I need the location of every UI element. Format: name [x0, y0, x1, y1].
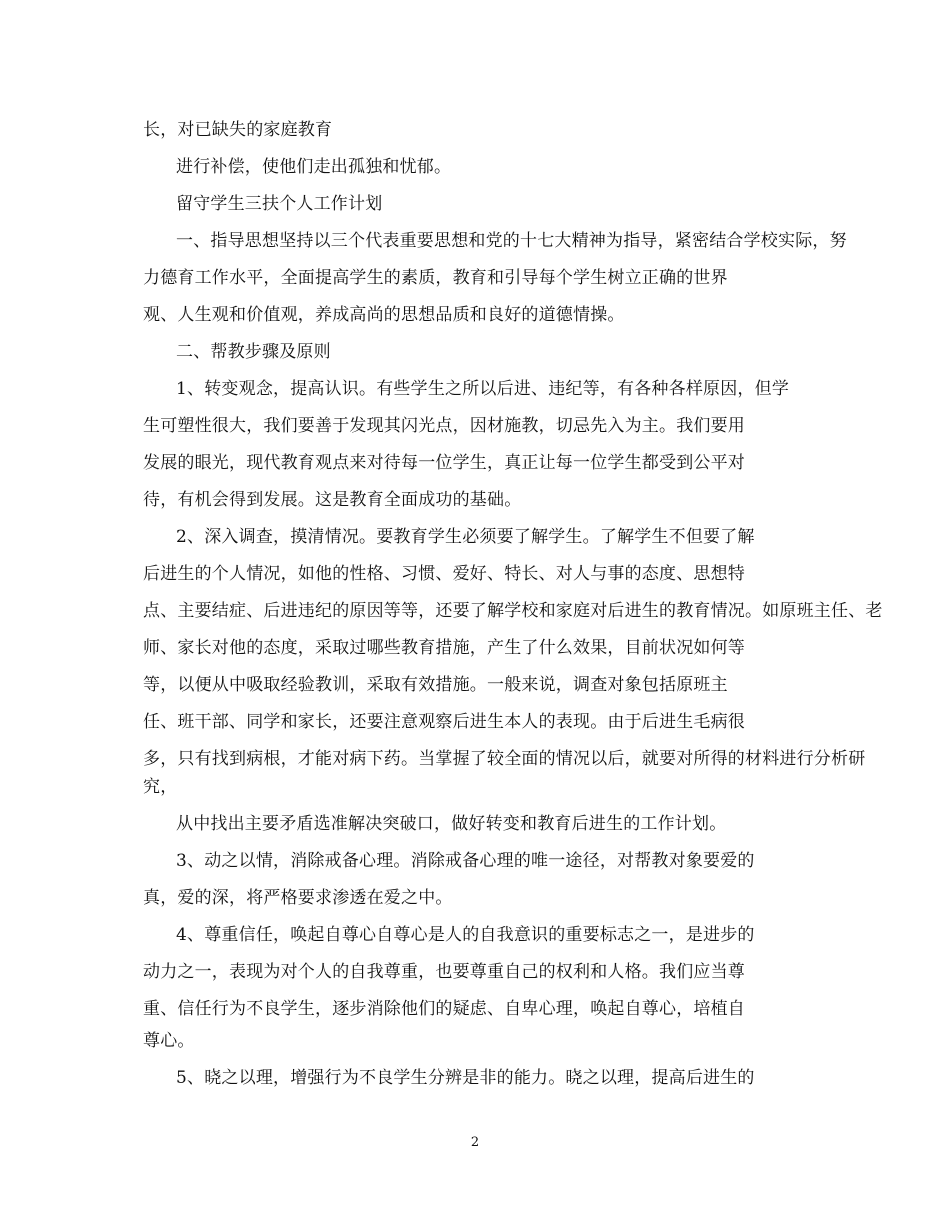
text-line: 一、指导思想坚持以三个代表重要思想和党的十七大精神为指导，紧密结合学校实际，努	[176, 231, 847, 251]
text-line: 等，以便从中吸取经验教训，采取有效措施。一般来说，调查对象包括原班主	[143, 675, 728, 695]
text-line: 真，爱的深，将严格要求渗透在爱之中。	[143, 888, 453, 908]
text-line: 任、班干部、同学和家长，还要注意观察后进生本人的表现。由于后进生毛病很	[143, 712, 745, 732]
text-line: 尊心。	[143, 1031, 195, 1051]
section-heading: 二、帮教步骤及原则	[176, 342, 331, 362]
text-line: 从中找出主要矛盾选准解决突破口，做好转变和教育后进生的工作计划。	[176, 814, 727, 834]
text-line: 究，	[143, 777, 178, 797]
text-line: 4、尊重信任，唤起自尊心自尊心是人的自我意识的重要标志之一，是进步的	[176, 925, 755, 945]
text-line: 长，对已缺失的家庭教育	[143, 120, 333, 140]
text-line: 点、主要结症、后进违纪的原因等等，还要了解学校和家庭对后进生的教育情况。如原班主任、老	[143, 601, 883, 621]
text-line: 进行补偿，使他们走出孤独和忧郁。	[176, 157, 452, 177]
text-line: 重、信任行为不良学生，逐步消除他们的疑虑、自卑心理，唤起自尊心，培植自	[143, 999, 745, 1019]
text-line: 3、动之以情，消除戒备心理。消除戒备心理的唯一途径，对帮教对象要爱的	[176, 851, 755, 871]
text-line: 1、转变观念，提高认识。有些学生之所以后进、违纪等，有各种各样原因，但学	[176, 379, 790, 399]
text-line: 2、深入调查，摸清情况。要教育学生必须要了解学生。了解学生不但要了解	[176, 527, 755, 547]
text-line: 力德育工作水平，全面提高学生的素质，教育和引导每个学生树立正确的世界	[143, 268, 728, 288]
text-line: 生可塑性很大，我们要善于发现其闪光点，因材施教，切忌先入为主。我们要用	[143, 416, 745, 436]
text-line: 师、家长对他的态度，采取过哪些教育措施，产生了什么效果，目前状况如何等	[143, 638, 745, 658]
text-line: 观、人生观和价值观，养成高尚的思想品质和良好的道德情操。	[143, 305, 625, 325]
text-line: 动力之一，表现为对个人的自我尊重，也要尊重自己的权利和人格。我们应当尊	[143, 962, 745, 982]
section-title: 留守学生三扶个人工作计划	[176, 194, 383, 214]
text-line: 发展的眼光，现代教育观点来对待每一位学生，真正让每一位学生都受到公平对	[143, 453, 745, 473]
text-line: 5、晓之以理，增强行为不良学生分辨是非的能力。晓之以理，提高后进生的	[176, 1068, 755, 1088]
text-line: 后进生的个人情况，如他的性格、习惯、爱好、特长、对人与事的态度、思想特	[143, 564, 745, 584]
page-number: 2	[470, 1135, 480, 1150]
text-line: 多，只有找到病根，才能对病下药。当掌握了较全面的情况以后，就要对所得的材料进行分析研	[143, 749, 866, 769]
text-line: 待，有机会得到发展。这是教育全面成功的基础。	[143, 490, 522, 510]
